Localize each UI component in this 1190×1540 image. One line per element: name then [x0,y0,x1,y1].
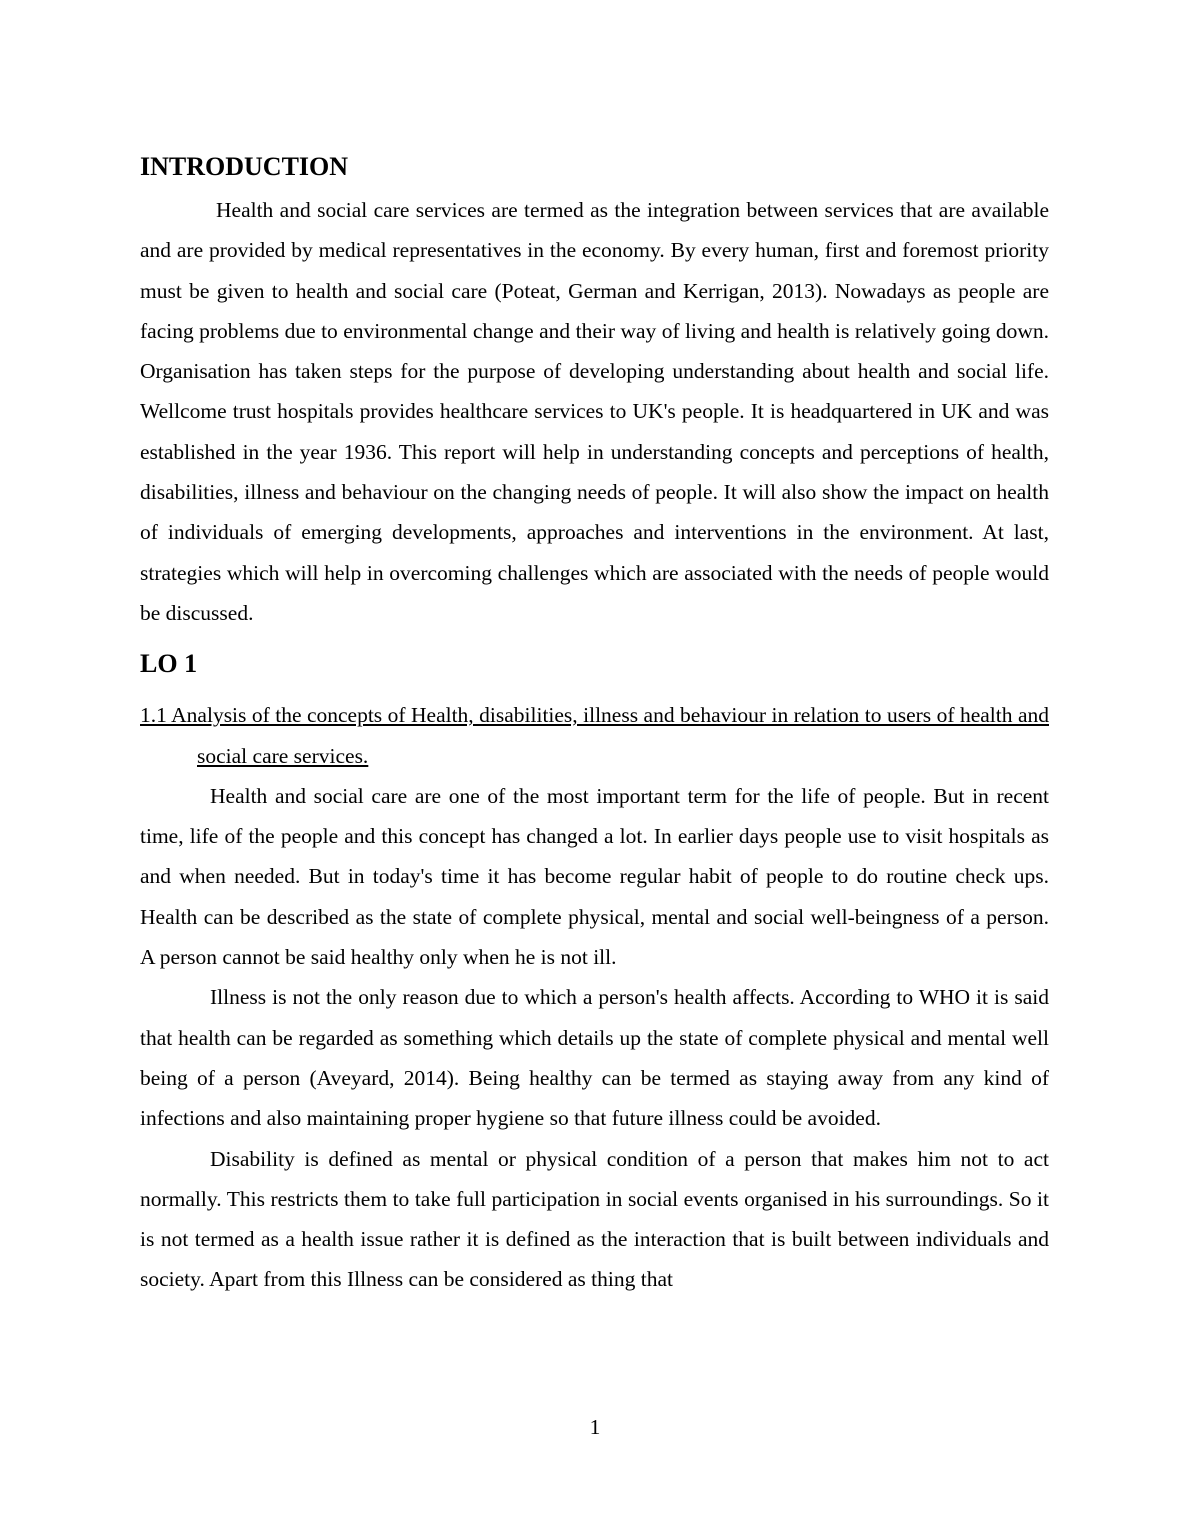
lo1-heading: LO 1 [140,649,198,679]
body-paragraph-illness: Illness is not the only reason due to which a person's health affects. According to WHO it is said that health can be regarded as something which details up the state of complete physical and mental well being of a person (Aveyard, 2014). Being healthy can be termed as staying away from any kind of infections and also maintaining proper hygiene so that future illness could be avoided. [140,985,1049,1131]
section-1-1-subheading: 1.1 Analysis of the concepts of Health, disabilities, illness and behaviour in relation to users of health and social care services. [140,703,1049,768]
page-number: 1 [589,1415,601,1439]
document-page [140,150,1049,1300]
introduction-paragraph: Health and social care services are termed as the integration between services that are available and are provided by medical representatives in the economy. By every human, first and foremost priority must be given to health and social care (Poteat, German and Kerrigan, 2013). Nowadays as people are facing problems due to environmental change and their way of living and health is relatively going down. Organisation has taken steps for the purpose of developing understanding about health and social life. Wellcome trust hospitals provides healthcare services to UK's people. It is headquartered in UK and was established in the year 1936. This report will help in understanding concepts and perceptions of health, disabilities, illness and behaviour on the changing needs of people. It will also show the impact on health of individuals of emerging developments, approaches and interventions in the environment. At last, strategies which will help in overcoming challenges which are associated with the needs of people would be discussed. [140,198,1049,625]
body-paragraph-disability: Disability is defined as mental or physical condition of a person that makes him not to act normally. This restricts them to take full participation in social events organised in his surroundings. So it is not termed as a health issue rather it is defined as the interaction that is built between individuals and society. Apart from this Illness can be considered as thing that [140,1146,1049,1292]
introduction-heading: INTRODUCTION [140,152,349,181]
body-paragraph-health: Health and social care are one of the most important term for the life of people. But in recent time, life of the people and this concept has changed a lot. In earlier days people use to visit hospitals as and when needed. But in today's time it has become regular habit of people to do routine check ups. Health can be described as the state of complete physical, mental and social well-beingness of a person. A person cannot be said healthy only when he is not ill. [140,783,1049,970]
